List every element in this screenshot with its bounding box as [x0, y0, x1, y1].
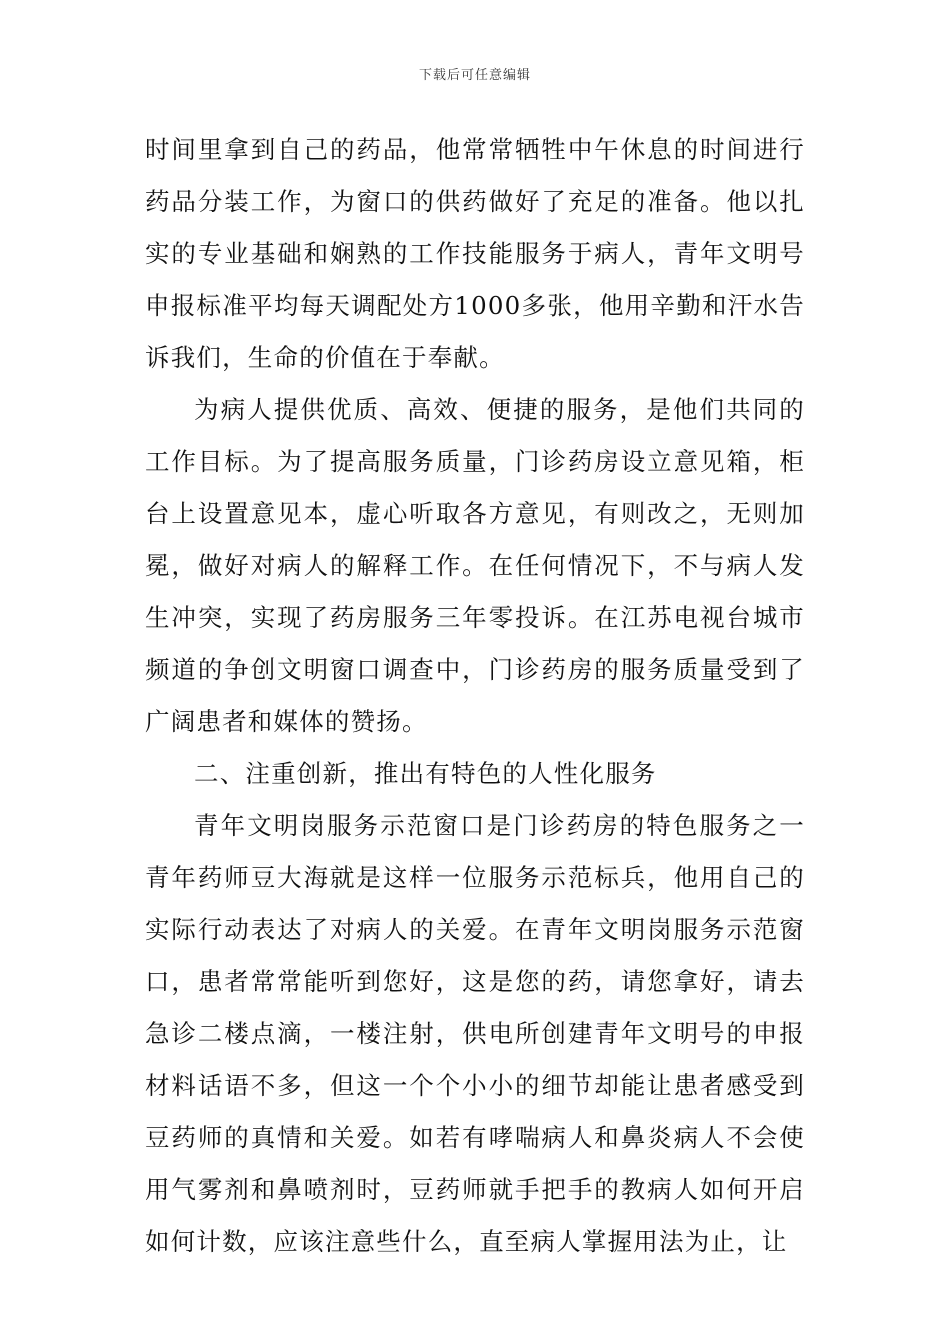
paragraph-demo-window: 青年文明岗服务示范窗口是门诊药房的特色服务之一青年药师豆大海就是这样一位服务示范标兵，他用自己的实际行动表达了对病人的关爱。在青年文明岗服务示范窗口，患者常常能听到您好，这是您的药，请您拿好，请去急诊二楼点滴，一楼注射，供电所创建青年文明号的申报材料话语不多，但这一个个小小的细节却能让患者感受到豆药师的真情和关爱。如若有哮喘病人和鼻炎病人不会使用气雾剂和鼻喷剂时，豆药师就手把手的教病人如何开启如何计数，应该注意些什么，直至病人掌握用法为止，让 [145, 811, 805, 1256]
paragraph-service-goal: 为病人提供优质、高效、便捷的服务，是他们共同的工作目标。为了提高服务质量，门诊药房设立意见箱，柜台上设置意见本，虚心听取各方意见，有则改之，无则加冕，做好对病人的解释工作。在任何情况下，不与病人发生冲突，实现了药房服务三年零投诉。在江苏电视台城市频道的争创文明窗口调查中，门诊药房的服务质量受到了广阔患者和媒体的赞扬。 [145, 395, 805, 736]
section-heading: 二、注重创新，推出有特色的人性化服务 [194, 759, 657, 788]
paragraph-continuation: 时间里拿到自己的药品，他常常牺牲中午休息的时间进行药品分装工作，为窗口的供药做好了充足的准备。他以扎实的专业基础和娴熟的工作技能服务于病人，青年文明号申报标准平均每天调配处方1000多张，他用辛勤和汗水告诉我们，生命的价值在于奉献。 [145, 135, 805, 372]
document-body [145, 124, 805, 1268]
page-header-note: 下载后可任意编辑 [418, 68, 531, 83]
